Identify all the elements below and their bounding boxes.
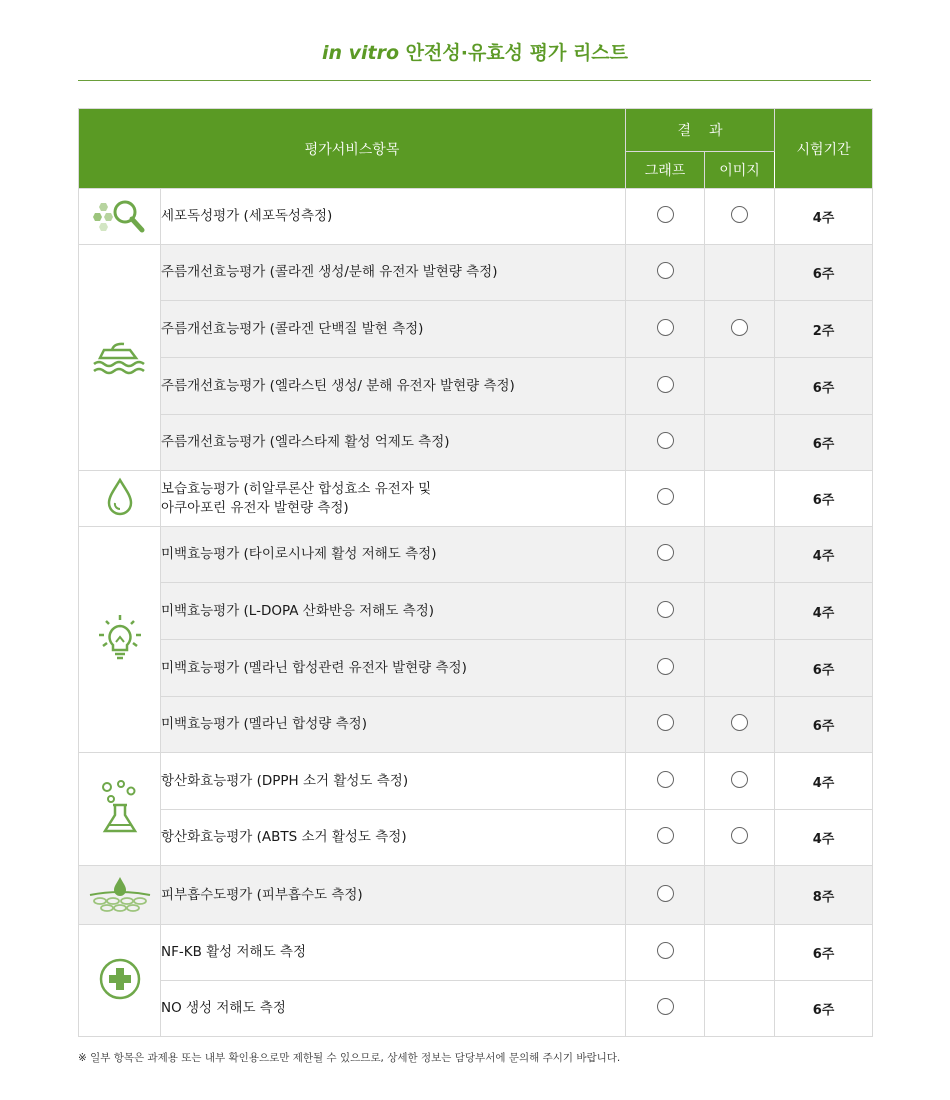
period: 6주 bbox=[775, 697, 873, 753]
item-label: 보습효능평가 (히알루론산 합성효소 유전자 및 아쿠아포린 유전자 발현량 측정) bbox=[161, 471, 626, 527]
image-mark bbox=[705, 753, 775, 810]
item-label: 미백효능평가 (멜라닌 합성관련 유전자 발현량 측정) bbox=[161, 640, 626, 697]
image-mark bbox=[705, 981, 775, 1037]
image-mark bbox=[705, 640, 775, 697]
image-mark bbox=[705, 245, 775, 301]
lightbulb-icon bbox=[79, 527, 161, 753]
period: 6주 bbox=[775, 358, 873, 415]
footnote: ※ 일부 항목은 과제용 또는 내부 확인용으로만 제한될 수 있으므로, 상세한 정보는 담당부서에 문의해 주시기 바랍니다. bbox=[78, 1052, 621, 1064]
table-row bbox=[79, 981, 873, 1037]
table-row bbox=[79, 415, 873, 471]
header-result: 결과 bbox=[626, 109, 775, 152]
image-mark bbox=[705, 697, 775, 753]
graph-mark bbox=[626, 301, 705, 358]
table-row bbox=[79, 697, 873, 753]
period: 6주 bbox=[775, 245, 873, 301]
period: 6주 bbox=[775, 640, 873, 697]
graph-mark bbox=[626, 925, 705, 981]
item-label: 주름개선효능평가 (콜라겐 단백질 발현 측정) bbox=[161, 301, 626, 358]
graph-mark bbox=[626, 583, 705, 640]
table-row bbox=[79, 527, 873, 583]
graph-mark bbox=[626, 640, 705, 697]
table-row bbox=[79, 866, 873, 925]
title-text: 안전성·유효성 평가 리스트 bbox=[399, 42, 629, 64]
item-label: 주름개선효능평가 (엘라스타제 활성 억제도 측정) bbox=[161, 415, 626, 471]
graph-mark bbox=[626, 415, 705, 471]
image-mark bbox=[705, 527, 775, 583]
skin-absorption-icon bbox=[79, 866, 161, 925]
graph-mark bbox=[626, 810, 705, 866]
title-divider bbox=[78, 80, 871, 81]
period: 2주 bbox=[775, 301, 873, 358]
item-label: NO 생성 저해도 측정 bbox=[161, 981, 626, 1037]
image-mark bbox=[705, 810, 775, 866]
item-label: 미백효능평가 (멜라닌 합성량 측정) bbox=[161, 697, 626, 753]
cell-magnifier-icon bbox=[79, 189, 161, 245]
plus-circle-icon bbox=[79, 925, 161, 1037]
graph-mark bbox=[626, 866, 705, 925]
water-drop-icon bbox=[79, 471, 161, 527]
table-row bbox=[79, 358, 873, 415]
period: 6주 bbox=[775, 925, 873, 981]
flask-bubbles-icon bbox=[79, 753, 161, 866]
graph-mark bbox=[626, 358, 705, 415]
header-period: 시험기간 bbox=[775, 109, 873, 189]
page-title bbox=[0, 38, 950, 65]
image-mark bbox=[705, 583, 775, 640]
period: 4주 bbox=[775, 189, 873, 245]
image-mark bbox=[705, 189, 775, 245]
graph-mark bbox=[626, 245, 705, 301]
period: 6주 bbox=[775, 415, 873, 471]
graph-mark bbox=[626, 753, 705, 810]
evaluation-table bbox=[78, 108, 873, 1037]
header-graph: 그래프 bbox=[626, 152, 705, 189]
item-label: 미백효능평가 (타이로시나제 활성 저해도 측정) bbox=[161, 527, 626, 583]
item-label: 항산화효능평가 (ABTS 소거 활성도 측정) bbox=[161, 810, 626, 866]
period: 6주 bbox=[775, 471, 873, 527]
period: 4주 bbox=[775, 810, 873, 866]
period: 4주 bbox=[775, 527, 873, 583]
graph-mark bbox=[626, 697, 705, 753]
table-row bbox=[79, 810, 873, 866]
period: 8주 bbox=[775, 866, 873, 925]
table-row bbox=[79, 301, 873, 358]
graph-mark bbox=[626, 471, 705, 527]
item-label: 주름개선효능평가 (콜라겐 생성/분해 유전자 발현량 측정) bbox=[161, 245, 626, 301]
iron-waves-icon bbox=[79, 245, 161, 471]
table-row bbox=[79, 640, 873, 697]
period: 6주 bbox=[775, 981, 873, 1037]
period: 4주 bbox=[775, 753, 873, 810]
item-label: NF-KB 활성 저해도 측정 bbox=[161, 925, 626, 981]
header-image: 이미지 bbox=[705, 152, 775, 189]
image-mark bbox=[705, 415, 775, 471]
item-label: 미백효능평가 (L-DOPA 산화반응 저해도 측정) bbox=[161, 583, 626, 640]
image-mark bbox=[705, 301, 775, 358]
period: 4주 bbox=[775, 583, 873, 640]
table-row bbox=[79, 189, 873, 245]
table-row bbox=[79, 583, 873, 640]
image-mark bbox=[705, 471, 775, 527]
table-row bbox=[79, 245, 873, 301]
table-row bbox=[79, 471, 873, 527]
image-mark bbox=[705, 358, 775, 415]
table-row bbox=[79, 925, 873, 981]
table-row bbox=[79, 753, 873, 810]
graph-mark bbox=[626, 527, 705, 583]
image-mark bbox=[705, 925, 775, 981]
title-italic: in vitro bbox=[321, 42, 400, 64]
item-label: 피부흡수도평가 (피부흡수도 측정) bbox=[161, 866, 626, 925]
item-label: 항산화효능평가 (DPPH 소거 활성도 측정) bbox=[161, 753, 626, 810]
item-label: 주름개선효능평가 (엘라스틴 생성/ 분해 유전자 발현량 측정) bbox=[161, 358, 626, 415]
graph-mark bbox=[626, 981, 705, 1037]
header-item: 평가서비스항목 bbox=[79, 109, 626, 189]
graph-mark bbox=[626, 189, 705, 245]
item-label: 세포독성평가 (세포독성측정) bbox=[161, 189, 626, 245]
image-mark bbox=[705, 866, 775, 925]
